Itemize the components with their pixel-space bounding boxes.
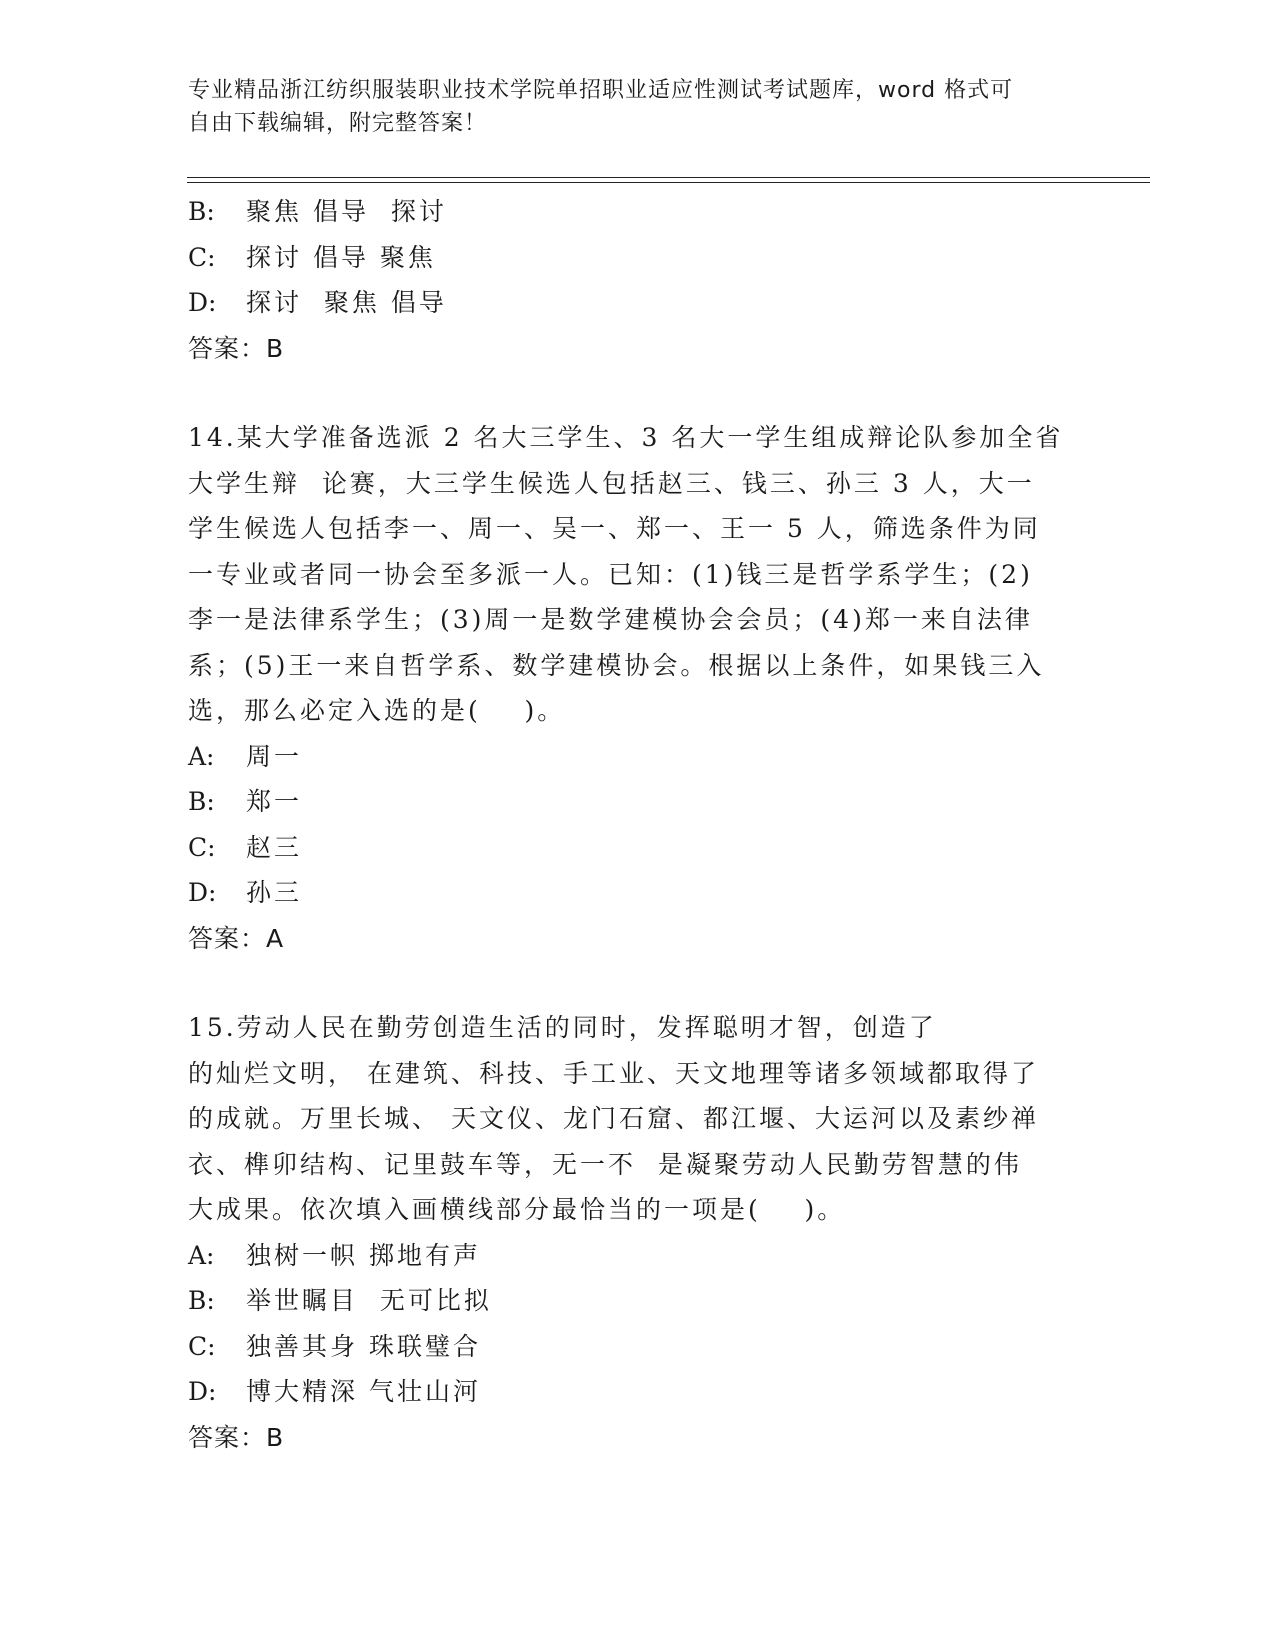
option-label: B: — [188, 1286, 215, 1315]
spacer — [188, 961, 1088, 1005]
option-b — [188, 189, 1088, 235]
option-c — [188, 1324, 1088, 1370]
question-list — [188, 189, 1088, 1460]
option-a — [188, 1233, 1088, 1279]
option-label: D: — [188, 288, 217, 317]
option-text: 探讨 聚焦 倡导 — [246, 288, 447, 317]
answer: 答案：B — [188, 333, 285, 363]
option-text: 探讨 倡导 聚焦 — [246, 242, 436, 272]
option-label: B: — [188, 787, 215, 816]
option-label: A: — [188, 741, 215, 771]
option-label: B: — [188, 197, 215, 226]
question-text-line: 的成就。万里长城、 天文仪、龙门石窟、都江堰、大运河以及素纱禅 — [188, 1104, 1039, 1133]
option-label: A: — [188, 1240, 215, 1270]
question-text-line: 选，那么必定入选的是( )。 — [188, 696, 566, 725]
header-line-2: 自由下载编辑，附完整答案！ — [188, 111, 488, 136]
question-text-line: 14.某大学准备选派 2 名大三学生、3 名大一学生组成辩论队参加全省 — [188, 423, 1064, 452]
option-text: 独善其身 珠联璧合 — [246, 1331, 481, 1361]
option-d — [188, 280, 1088, 326]
option-label: D: — [188, 1377, 217, 1406]
question-text-line: 学生候选人包括李一、周一、吴一、郑一、王一 5 人，筛选条件为同 — [188, 514, 1041, 543]
header-divider-top — [187, 177, 1150, 178]
option-b — [188, 779, 1088, 825]
question-text-line: 的灿烂文明， 在建筑、科技、手工业、天文地理等诸多领域都取得了 — [188, 1058, 1039, 1088]
option-text: 举世瞩目 无可比拟 — [246, 1286, 492, 1315]
option-c — [188, 235, 1088, 281]
option-text: 独树一帜 掷地有声 — [246, 1240, 481, 1270]
question-14 — [188, 415, 1088, 961]
option-b — [188, 1278, 1088, 1324]
answer: 答案：B — [188, 1422, 285, 1452]
option-text: 周一 — [246, 741, 303, 771]
option-label: C: — [188, 242, 216, 272]
header-line-1: 专业精品浙江纺织服装职业技术学院单招职业适应性测试考试题库，word 格式可 — [188, 78, 1014, 103]
option-label: C: — [188, 1331, 216, 1361]
question-15 — [188, 1005, 1088, 1460]
header-divider-bottom — [187, 182, 1150, 183]
question-13 — [188, 189, 1088, 371]
answer: 答案：A — [188, 923, 285, 953]
question-text-line: 衣、榫卯结构、记里鼓车等，无一不 是凝聚劳动人民勤劳智慧的伟 — [188, 1149, 1022, 1179]
option-text: 孙三 — [246, 878, 303, 907]
question-text-line: 李一是法律系学生；(3)周一是数学建模协会会员；(4)郑一来自法律 — [188, 605, 1033, 634]
page-header — [188, 74, 1068, 140]
option-text: 聚焦 倡导 探讨 — [246, 197, 447, 226]
question-text-line: 大学生辩 论赛，大三学生候选人包括赵三、钱三、孙三 3 人，大一 — [188, 468, 1035, 498]
option-text: 郑一 — [246, 787, 303, 816]
option-label: D: — [188, 878, 217, 907]
option-d — [188, 870, 1088, 916]
option-d — [188, 1369, 1088, 1415]
question-text-line: 大成果。依次填入画横线部分最恰当的一项是( )。 — [188, 1195, 846, 1224]
question-text-line: 系；(5)王一来自哲学系、数学建模协会。根据以上条件，如果钱三入 — [188, 650, 1045, 680]
question-text-line: 15.劳动人民在勤劳创造生活的同时，发挥聪明才智，创造了 — [188, 1013, 937, 1042]
question-text-line: 一专业或者同一协会至多派一人。已知：(1)钱三是哲学系学生；(2) — [188, 559, 1033, 589]
option-label: C: — [188, 832, 216, 862]
option-a — [188, 734, 1088, 780]
spacer — [188, 371, 1088, 415]
option-c — [188, 825, 1088, 871]
option-text: 博大精深 气壮山河 — [246, 1377, 481, 1406]
option-text: 赵三 — [246, 832, 303, 862]
